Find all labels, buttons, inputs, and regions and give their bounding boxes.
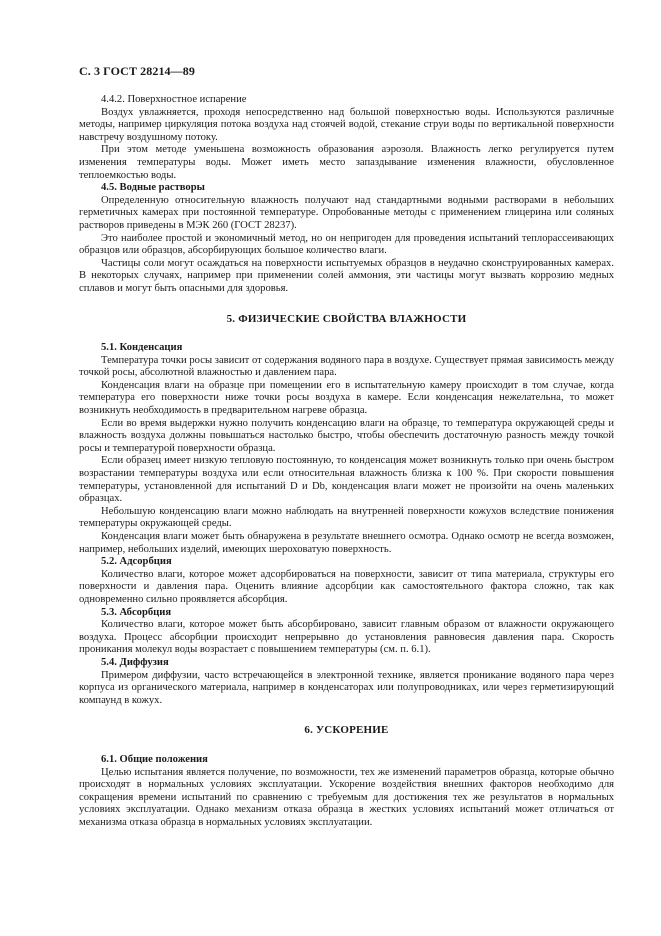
paragraph: Конденсация влаги может быть обнаружена в результате внешнего осмотра. Однако осмотр не всегда возможен, например, небольших изделий, имеющих шероховатую поверхность. [79, 531, 614, 555]
subsection-title-5-1: 5.1. Конденсация [101, 342, 183, 354]
paragraph: Воздух увлажняется, проходя непосредственно над большой поверхностью воды. Используются различные методы, например циркуляция потока воздуха над стоячей водой, стекание струи воды по вертикальной поверхности навстречу воздушному потоку. [79, 106, 614, 143]
paragraph: Частицы соли могут осаждаться на поверхности испытуемых образцов в неудачно сконструированных камерах. В некоторых случаях, например при применении солей аммония, эти частицы могут вызвать коррозию медных сплавов и могут быть опасными для здоровья. [79, 257, 614, 294]
paragraph: Определенную относительную влажность получают над стандартными водными растворами в небольших герметичных камерах при постоянной температуре. Опробованные методы с применением глицерина или соляных растворов приведены в МЭК 260 (ГОСТ 28237). [79, 194, 614, 231]
subsection-title-6-1: 6.1. Общие положения [101, 753, 208, 765]
subsection-title-4-5: 4.5. Водные растворы [101, 182, 205, 194]
paragraph: Если образец имеет низкую тепловую постоянную, то конденсация может возникнуть только при очень быстром возрастании температуры воздуха или если относительная влажность близка к 100 %. При скорости повышения температуры, установленной для испытаний D и Db, конденсация влаги может не произойти на очень маленьких образцах. [79, 455, 614, 505]
paragraph: Примером диффузии, часто встречающейся в электронной технике, является проникание водяного пара через корпуса из органического материала, например в конденсаторах или полупроводниках, или через герметизирующий компаунд в кожух. [79, 669, 614, 706]
paragraph: Количество влаги, которое может быть абсорбировано, зависит главным образом от влажности окружающего воздуха. Процесс абсорбции происходит непрерывно до установления равновесия давления пара. Скорость проникания молекул воды возрастает с повышением температуры (см. п. 6.1). [79, 619, 614, 656]
subsection-title-5-2: 5.2. Адсорбция [101, 556, 172, 568]
document-body [79, 94, 614, 829]
subsection-title-5-3: 5.3. Абсорбция [101, 606, 172, 618]
paragraph: Если во время выдержки нужно получить конденсацию влаги на образце, то температура окружающей среды и влажность воздуха должны повышаться настолько быстро, чтобы обеспечить достаточную разность между точкой росы и температурой поверхности образца. [79, 417, 614, 454]
paragraph: Температура точки росы зависит от содержания водяного пара в воздухе. Существует прямая зависимость между точкой росы, абсолютной влажностью и давлением пара. [79, 354, 614, 379]
paragraph: Конденсация влаги на образце при помещении его в испытательную камеру происходит в том случае, когда температура его поверхности ниже точки росы воздуха в камере. Если конденсация нежелательна, то может возникнуть необходимость в предварительном нагреве образца. [79, 379, 614, 417]
paragraph: Количество влаги, которое может адсорбироваться на поверхности, зависит от типа материала, структуры его поверхности и давления пара. Оценить влияние адсорбции как самостоятельного фактора сложно, так как одновременно сильно проявляется абсорбция. [79, 568, 614, 605]
section-title-6: 6. УСКОРЕНИЕ [304, 724, 389, 737]
paragraph: При этом методе уменьшена возможность образования аэрозоля. Влажность легко регулируется путем изменения температуры воды. Может иметь место запаздывание изменения влажности, обусловленное теплоемкостью воды. [79, 144, 614, 181]
paragraph: Небольшую конденсацию влаги можно наблюдать на внутренней поверхности кожухов вследствие понижения температуры окружающей среды. [79, 505, 614, 530]
paragraph: Целью испытания является получение, по возможности, тех же изменений параметров образца, которые обычно происходят в нормальных условиях эксплуатации. Ускорение воздействия внешних факторов необходимо для сокращения времени испытаний по сравнению с требуемым для достижения тех же результатов в нормальных условиях эксплуатации. Однако механизм отказа образца в жестких условиях испытаний может отличаться от механизма отказа образца в нормальных условиях эксплуатации. [79, 766, 614, 828]
paragraph: Это наиболее простой и экономичный метод, но он непригоден для проведения испытаний теплорассеивающих образцов или образцов, абсорбирующих большое количество влаги. [79, 232, 614, 257]
subsection-title-4-4-2: 4.4.2. Поверхностное испарение [101, 94, 247, 105]
section-title-5: 5. ФИЗИЧЕСКИЕ СВОЙСТВА ВЛАЖНОСТИ [226, 312, 467, 325]
page-header: С. 3 ГОСТ 28214—89 [79, 64, 195, 78]
subsection-title-5-4: 5.4. Диффузия [101, 656, 169, 668]
